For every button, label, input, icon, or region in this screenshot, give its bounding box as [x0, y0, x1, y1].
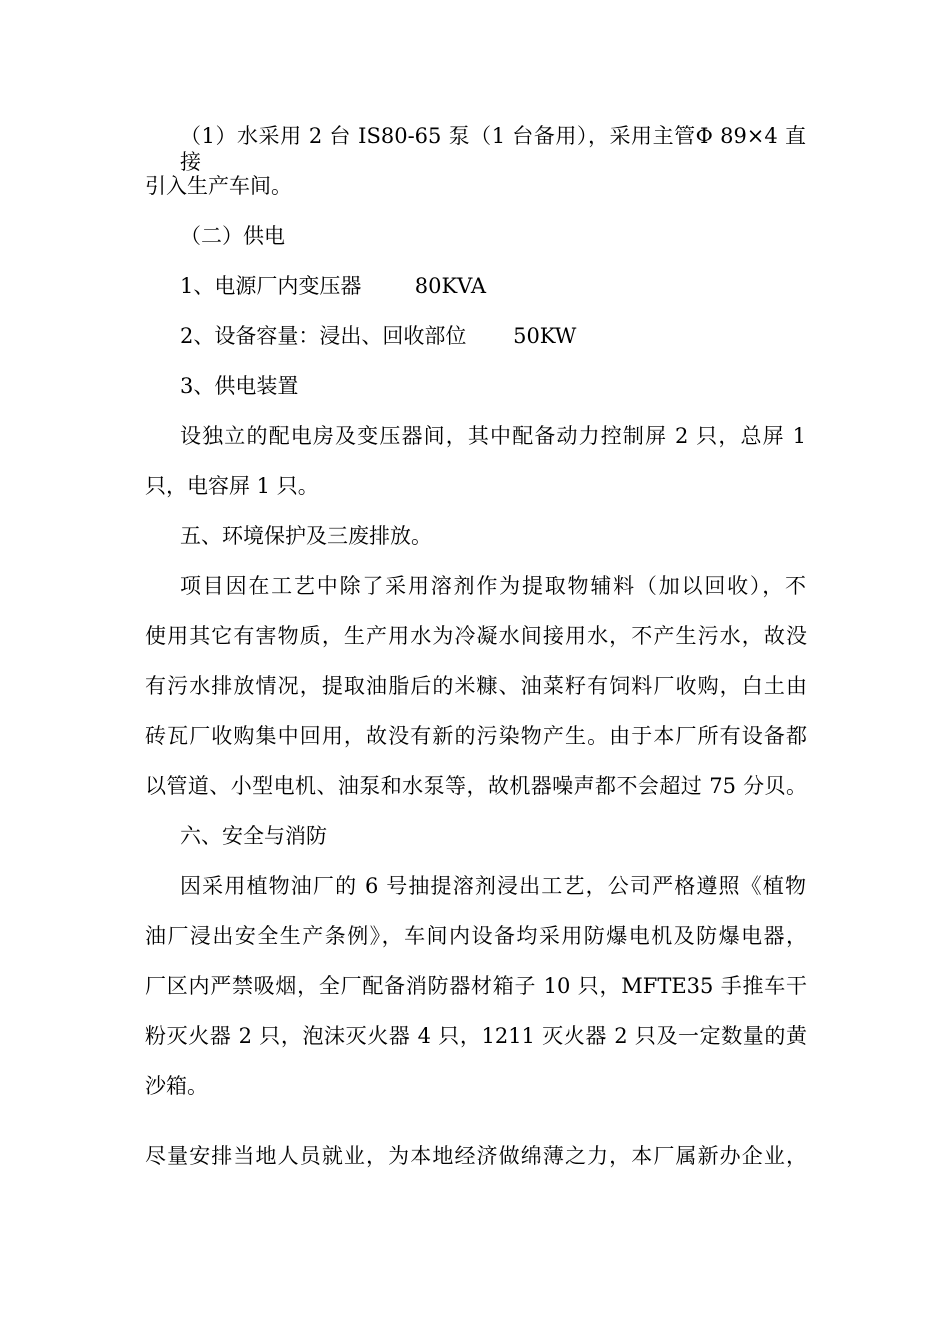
paragraph-line: 3、供电装置: [180, 374, 299, 398]
paragraph-line: 因采用植物油厂的 6 号抽提溶剂浸出工艺，公司严格遵照《植物: [180, 874, 806, 898]
paragraph-line: 尽量安排当地人员就业，为本地经济做绵薄之力，本厂属新办企业，: [145, 1144, 807, 1168]
paragraph-line: 项目因在工艺中除了采用溶剂作为提取物辅料（加以回收），不: [180, 574, 806, 598]
paragraph-line: 油厂浸出安全生产条例》，车间内设备均采用防爆电机及防爆电器，: [145, 924, 807, 948]
section-heading: （二）供电: [180, 224, 285, 248]
paragraph-line: 有污水排放情况，提取油脂后的米糠、油菜籽有饲料厂收购，白土由: [145, 674, 807, 698]
paragraph-line: 1、电源厂内变压器 80KVA: [180, 274, 487, 298]
paragraph-line: 引入生产车间。: [145, 174, 292, 198]
paragraph-line: 设独立的配电房及变压器间，其中配备动力控制屏 2 只，总屏 1: [180, 424, 806, 448]
paragraph-line: 2、设备容量：浸出、回收部位 50KW: [180, 324, 577, 348]
paragraph-line: 只，电容屏 1 只。: [145, 474, 319, 498]
section-heading: 五、环境保护及三废排放。: [180, 524, 432, 548]
paragraph-line: 使用其它有害物质，生产用水为冷凝水间接用水，不产生污水，故没: [145, 624, 807, 648]
paragraph-line: 厂区内严禁吸烟，全厂配备消防器材箱子 10 只，MFTE35 手推车干: [145, 974, 807, 998]
paragraph-line: （1）水采用 2 台 IS80-65 泵（1 台备用），采用主管Φ 89×4 直接: [180, 124, 806, 174]
paragraph-line: 以管道、小型电机、油泵和水泵等，故机器噪声都不会超过 75 分贝。: [145, 774, 807, 798]
paragraph-line: 砖瓦厂收购集中回用，故没有新的污染物产生。由于本厂所有设备都: [145, 724, 807, 748]
paragraph-line: 粉灭火器 2 只，泡沫灭火器 4 只，1211 灭火器 2 只及一定数量的黄: [145, 1024, 807, 1048]
section-heading: 六、安全与消防: [180, 824, 327, 848]
paragraph-line: 沙箱。: [145, 1074, 208, 1098]
